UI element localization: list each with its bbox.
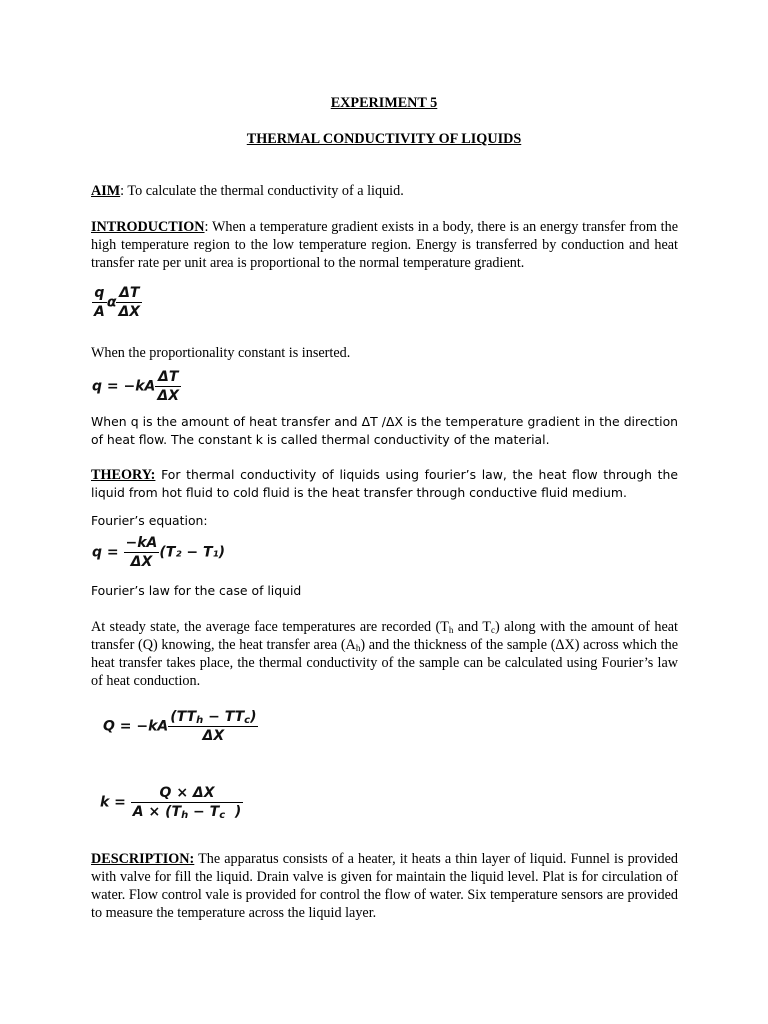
eq1-denominator-dx: ΔX	[118, 304, 141, 320]
eq5-den-a: A × (T	[132, 804, 182, 820]
proportionality-text: When the proportionality constant is inserted.	[91, 345, 351, 361]
eq5-den-d: )	[225, 804, 242, 820]
explanation-paragraph: When q is the amount of heat transfer and ΔT /ΔX is the temperature gradient in the direction of heat flow. The constant k is called thermal conductivity of the material.	[91, 414, 678, 447]
eq5-den-b: − T	[188, 804, 220, 820]
eq3-numerator: −kA	[125, 535, 158, 551]
eq5-den-c: c	[219, 810, 226, 821]
eq3-lhs: q =	[92, 544, 119, 561]
eq1-alpha: α	[106, 294, 117, 311]
eq1-numerator-dt: ΔT	[119, 285, 140, 301]
equation-heat-transfer	[103, 708, 258, 745]
steady-state-text-3: ) along with the amount of heat transfer (Q) knowing, the heat transfer area (A	[91, 619, 678, 653]
description-paragraph	[91, 850, 678, 922]
eq4-lhs: Q = −kA	[103, 718, 169, 735]
equation-fourier	[92, 534, 225, 571]
equation-conductivity	[100, 784, 243, 821]
equation-conduction	[92, 368, 181, 405]
eq3-rhs: (T₂ − T₁)	[159, 544, 226, 561]
steady-state-sub-h2: h	[355, 643, 361, 653]
eq5-numerator: Q × ΔX	[159, 785, 215, 801]
aim-text: : To calculate the thermal conductivity of a liquid.	[120, 183, 404, 199]
steady-state-text-4: ) and the thickness of the sample (ΔX) across which the heat transfer takes place, the thermal conductivity of the sample can be calculated using Fourier’s law of heat conduction.	[91, 637, 678, 689]
steady-state-sub-h: h	[448, 625, 454, 635]
eq4-num-c: c	[244, 715, 251, 726]
aim-label: AIM	[91, 183, 121, 199]
eq1-denominator-a: A	[94, 304, 105, 320]
eq4-denominator: ΔX	[168, 726, 258, 745]
experiment-subtitle: THERMAL CONDUCTIVITY OF LIQUIDS	[246, 131, 522, 147]
eq2-numerator-dt: ΔT	[158, 369, 179, 385]
description-label: DESCRIPTION:	[91, 851, 195, 867]
eq1-numerator-q: q	[94, 285, 105, 301]
eq4-num-d: )	[250, 709, 257, 725]
fourier-law-label: Fourier’s law for the case of liquid	[91, 583, 302, 598]
eq4-numerator	[168, 708, 258, 726]
description-text: The apparatus consists of a heater, it heats a thin layer of liquid. Funnel is provided with valve for fill the liquid. Drain valve is given for maintain the liquid level. Plat is for circulation of water. Flow control vale is provided for control the flow of water. Six temperature sensors are provided to measure the temperature across the liquid layer.	[91, 851, 678, 921]
theory-label: THEORY:	[91, 467, 156, 483]
introduction-paragraph	[91, 218, 678, 272]
aim-paragraph	[91, 182, 678, 200]
fourier-equation-label: Fourier’s equation:	[91, 513, 208, 528]
eq2-denominator-dx: ΔX	[157, 388, 180, 404]
steady-state-sub-c: c	[491, 625, 496, 635]
eq4-num-h: h	[196, 715, 204, 726]
eq4-num-b: − TT	[203, 709, 245, 725]
eq5-den-h: h	[181, 810, 189, 821]
eq5-lhs: k =	[100, 794, 126, 811]
introduction-text: : When a temperature gradient exists in a body, there is an energy transfer from the high temperature region to the low temperature region. Energy is transferred by conduction and heat transfer rate per unit area is proportional to the normal temperature gradient.	[91, 219, 678, 271]
theory-text: For thermal conductivity of liquids using fourier’s law, the heat flow through the liquid from hot fluid to cold fluid is the heat transfer through conductive fluid medium.	[91, 467, 678, 500]
eq2-lhs: q = −kA	[92, 378, 156, 395]
introduction-label: INTRODUCTION	[91, 219, 205, 235]
steady-state-text-2: and T	[453, 619, 492, 635]
eq3-denominator: ΔX	[124, 552, 160, 571]
eq5-denominator	[131, 802, 244, 821]
experiment-title: EXPERIMENT 5	[330, 95, 438, 111]
theory-paragraph	[91, 466, 678, 502]
steady-state-text-1: At steady state, the average face temperatures are recorded (T	[91, 619, 449, 635]
steady-state-paragraph	[91, 618, 678, 690]
eq4-num-a: (TT	[170, 709, 197, 725]
equation-proportionality	[92, 284, 142, 321]
